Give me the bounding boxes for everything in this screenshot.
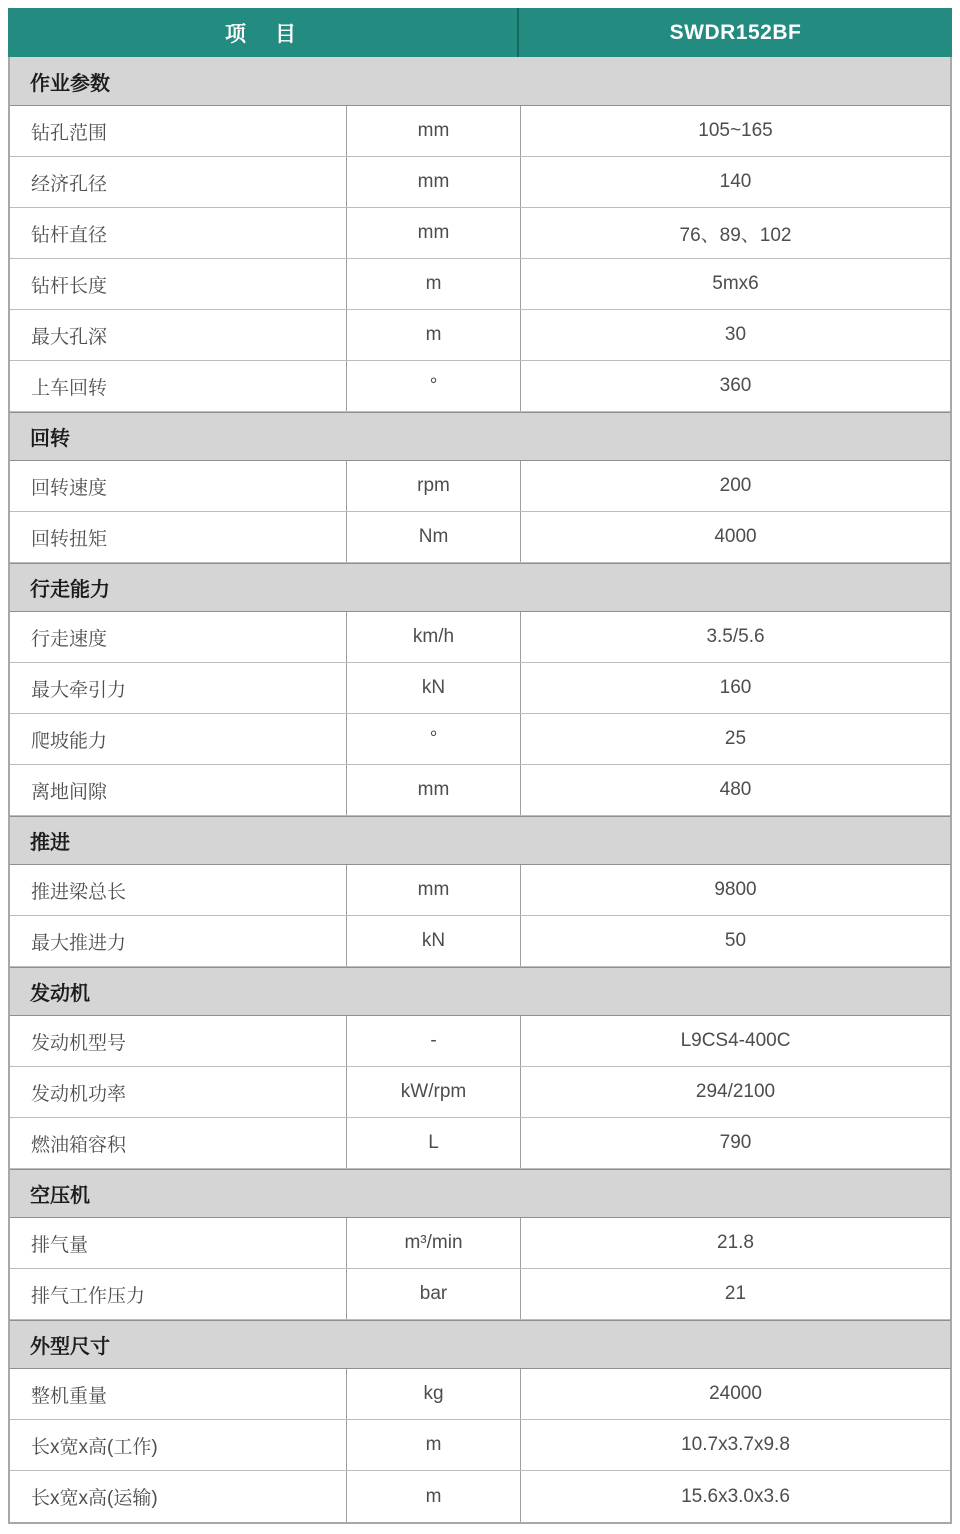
table-row (10, 916, 950, 967)
spec-unit: L (347, 1118, 521, 1168)
spec-unit: mm (347, 765, 521, 815)
spec-unit: mm (347, 865, 521, 915)
spec-value: 50 (724, 930, 747, 951)
spec-name: 离地间隙 (10, 765, 347, 815)
spec-name: 发动机功率 (10, 1067, 347, 1117)
table-row (10, 259, 950, 310)
spec-value: 3.5/5.6 (706, 626, 765, 647)
spec-name: 钻杆直径 (10, 208, 347, 258)
spec-unit: kN (347, 916, 521, 966)
spec-name: 最大牵引力 (10, 663, 347, 713)
table-row (10, 1218, 950, 1269)
spec-name: 排气工作压力 (10, 1269, 347, 1319)
table-row (10, 1420, 950, 1471)
table-row (10, 310, 950, 361)
spec-unit: m³/min (347, 1218, 521, 1268)
table-row (10, 461, 950, 512)
spec-name: 发动机型号 (10, 1016, 347, 1066)
table-row (10, 663, 950, 714)
spec-value: L9CS4-400C (680, 1030, 791, 1051)
table-row (10, 865, 950, 916)
spec-unit: m (347, 310, 521, 360)
table-row (10, 1067, 950, 1118)
header-model-label: SWDR152BF (517, 8, 952, 57)
spec-name: 排气量 (10, 1218, 347, 1268)
section-header-travel: 行走能力 (10, 563, 950, 612)
spec-unit: Nm (347, 512, 521, 562)
spec-unit: - (347, 1016, 521, 1066)
spec-table (8, 8, 952, 1524)
spec-value: 24000 (709, 1383, 762, 1404)
spec-name: 回转速度 (10, 461, 347, 511)
spec-value: 76、89、102 (679, 224, 792, 246)
spec-unit: m (347, 1420, 521, 1470)
spec-name: 长x宽x高(运输) (10, 1471, 347, 1522)
table-row (10, 512, 950, 563)
spec-unit: mm (347, 208, 521, 258)
section-header-compressor: 空压机 (10, 1169, 950, 1218)
spec-name: 长x宽x高(工作) (10, 1420, 347, 1470)
table-row (10, 714, 950, 765)
spec-value: 360 (719, 375, 752, 396)
header-item-label: 项 目 (225, 22, 300, 46)
section-header-operating-params: 作业参数 (10, 57, 950, 106)
spec-unit: km/h (347, 612, 521, 662)
spec-value: 5mx6 (712, 273, 759, 294)
spec-value: 25 (724, 728, 747, 749)
spec-value: 294/2100 (695, 1081, 776, 1102)
spec-unit: m (347, 1471, 521, 1522)
spec-value: 140 (719, 171, 752, 192)
table-row (10, 106, 950, 157)
spec-unit: bar (347, 1269, 521, 1319)
spec-name: 燃油箱容积 (10, 1118, 347, 1168)
spec-name: 推进梁总长 (10, 865, 347, 915)
spec-value: 200 (719, 475, 752, 496)
spec-value: 160 (719, 677, 752, 698)
spec-unit: kW/rpm (347, 1067, 521, 1117)
spec-value: 790 (719, 1132, 752, 1153)
spec-name: 行走速度 (10, 612, 347, 662)
spec-name: 经济孔径 (10, 157, 347, 207)
spec-name: 钻杆长度 (10, 259, 347, 309)
spec-name: 回转扭矩 (10, 512, 347, 562)
spec-value: 15.6x3.0x3.6 (681, 1485, 790, 1507)
section-header-feed: 推进 (10, 816, 950, 865)
spec-name: 爬坡能力 (10, 714, 347, 764)
spec-value: 21 (724, 1283, 747, 1304)
table-row (10, 1118, 950, 1169)
table-row (10, 1269, 950, 1320)
spec-value: 105~165 (698, 120, 773, 141)
spec-value: 4000 (714, 526, 757, 547)
spec-name: 上车回转 (10, 361, 347, 411)
table-body (8, 57, 952, 1524)
section-header-engine: 发动机 (10, 967, 950, 1016)
spec-value: 21.8 (717, 1232, 754, 1253)
spec-unit: ° (347, 361, 521, 411)
table-row (10, 361, 950, 412)
spec-value: 10.7x3.7x9.8 (681, 1434, 790, 1455)
section-header-dimensions: 外型尺寸 (10, 1320, 950, 1369)
section-header-rotation: 回转 (10, 412, 950, 461)
spec-name: 钻孔范围 (10, 106, 347, 156)
table-row (10, 1471, 950, 1522)
spec-value: 30 (724, 324, 747, 345)
table-row (10, 1369, 950, 1420)
table-row (10, 765, 950, 816)
table-header-row (8, 8, 952, 57)
spec-name: 最大孔深 (10, 310, 347, 360)
spec-name: 最大推进力 (10, 916, 347, 966)
table-row (10, 208, 950, 259)
spec-unit: ° (347, 714, 521, 764)
spec-value: 9800 (714, 879, 757, 900)
spec-value: 480 (719, 779, 752, 800)
table-row (10, 612, 950, 663)
table-row (10, 157, 950, 208)
spec-unit: rpm (347, 461, 521, 511)
spec-unit: kN (347, 663, 521, 713)
spec-unit: m (347, 259, 521, 309)
spec-name: 整机重量 (10, 1369, 347, 1419)
spec-unit: mm (347, 106, 521, 156)
table-row (10, 1016, 950, 1067)
spec-unit: kg (347, 1369, 521, 1419)
spec-unit: mm (347, 157, 521, 207)
